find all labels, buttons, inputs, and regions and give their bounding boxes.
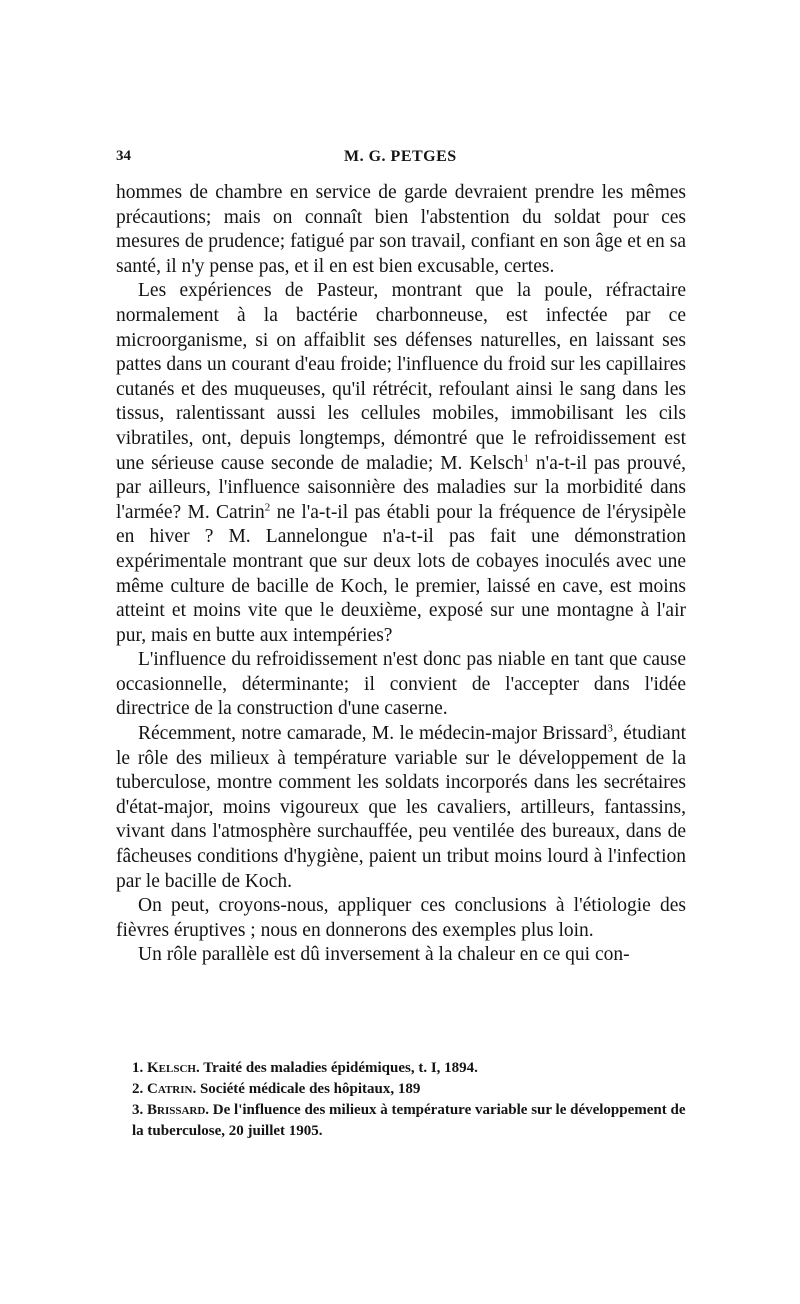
paragraph-3: L'influence du refroidissement n'est donc pas niable en tant que cause occasionnelle, déterminante; il convient de l'accepter dans l'idée directrice de la construction d'une caserne. <box>116 649 686 720</box>
paragraph-4-part-b: , étudiant le rôle des milieux à température variable sur le développement de la tuberculose, montre comment les soldats incorporés dans les secrétaires d'état-major, moins vigoureux que les cavaliers, artilleurs, fantassins, vivant dans l'atmosphère surchauffée, peu ventilée des bureaux, dans de fâcheuses conditions d'hygiène, paient un tribut moins lourd à l'infection par le bacille de Koch. <box>116 723 686 892</box>
page-header <box>116 148 686 172</box>
paragraph-5: On peut, croyons-nous, appliquer ces conclusions à l'étiologie des fièvres éruptives ; nous en donnerons des exemples plus loin. <box>116 895 686 941</box>
footnote-number: 1. <box>132 1060 144 1076</box>
paragraph-2-part-b: n'a-t-il pas prouvé, par ailleurs, l'influence saisonnière des maladies sur la morbidité dans l'armée? M. Catrin <box>116 452 686 523</box>
footnote-text: De l'influence des milieux à température variable sur le développement de la tuberculose, 20 juillet 1905. <box>132 1102 686 1139</box>
paragraph-4-part-a: Récemment, notre camarade, M. le médecin-major Brissard <box>138 723 608 745</box>
footnote-number: 3. <box>132 1102 144 1118</box>
footnote-author: Kelsch. <box>147 1060 200 1076</box>
body-text <box>116 181 686 968</box>
paragraph-1: hommes de chambre en service de garde devraient prendre les mêmes précautions; mais on connaît bien l'abstention du soldat pour ces mesures de prudence; fatigué par son travail, confiant en son âge et en sa santé, il n'y pense pas, et il en est bien excusable, certes. <box>116 182 686 277</box>
paragraph-2-part-c: ne l'a-t-il pas établi pour la fréquence de l'érysipèle en hiver ? M. Lannelongue n'a-t-il pas fait une démonstration expérimentale montrant que sur deux lots de cobayes inoculés avec une même culture de bacille de Koch, le premier, laissé en cave, est moins atteint et moins vite que le deuxième, exposé sur une montagne à l'air pur, mais en butte aux intempéries? <box>116 501 687 646</box>
footnote-ref-1: 1 <box>523 452 529 465</box>
footnote-number: 2. <box>132 1081 144 1097</box>
paragraph-4 <box>116 722 686 894</box>
footnote-author: Brissard. <box>147 1102 210 1118</box>
paragraph-6: Un rôle parallèle est dû inversement à la chaleur en ce qui con- <box>138 944 630 966</box>
page-number: 34 <box>116 148 131 164</box>
footnote-ref-2: 2 <box>264 501 271 514</box>
footnote-3 <box>116 1100 686 1142</box>
footnote-author: Catrin. <box>147 1081 197 1097</box>
footnotes <box>132 1058 686 1142</box>
running-head: M. G. PETGES <box>344 148 457 165</box>
footnote-2 <box>132 1079 686 1100</box>
paragraph-2-part-a: Les expériences de Pasteur, montrant que la poule, réfractaire normalement à la bactérie charbonneuse, est infectée par ce microorganisme, si on affaiblit ses défenses naturelles, en laissant ses pattes dans un courant d'eau froide; l'influence du froid sur les capillaires cutanés et des muqueuses, qu'il rétrécit, refoulant ainsi le sang dans les tissus, ralentissant aussi les cellules mobiles, immobilisant les cils vibratiles, ont, depuis longtemps, démontré que le refroidissement est une sérieuse cause seconde de maladie; M. Kelsch <box>116 280 686 474</box>
paragraph-2 <box>116 279 686 648</box>
footnote-ref-3: 3 <box>607 722 613 735</box>
footnote-text: Traité des maladies épidémiques, t. I, 1894. <box>199 1060 478 1076</box>
footnote-1 <box>132 1058 686 1079</box>
footnote-text: Société médicale des hôpitaux, 189 <box>196 1081 421 1097</box>
